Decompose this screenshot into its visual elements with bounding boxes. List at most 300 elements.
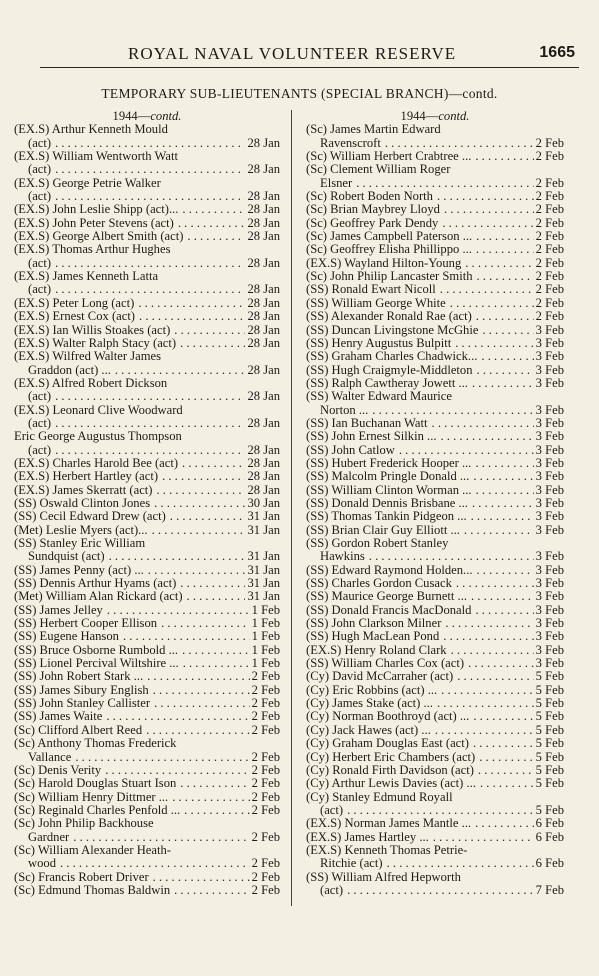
list-entry xyxy=(14,337,280,350)
entry-date: 2 Feb xyxy=(535,190,564,204)
list-entry xyxy=(14,684,280,697)
entry-date: 3 Feb xyxy=(535,470,564,484)
dot-leader xyxy=(452,577,534,590)
list-entry xyxy=(306,857,564,870)
entry-name: (Cy) Graham Douglas East (act) xyxy=(306,737,469,751)
dot-leader xyxy=(472,243,534,256)
dot-leader xyxy=(469,470,533,483)
dot-leader xyxy=(451,337,533,350)
dot-leader xyxy=(381,137,534,150)
dot-leader xyxy=(477,350,533,363)
list-entry xyxy=(306,644,564,657)
dot-leader xyxy=(167,377,278,390)
list-entry xyxy=(306,230,564,243)
entry-name: (SS) Donald Dennis Brisbane ... xyxy=(306,496,468,510)
list-entry xyxy=(14,791,280,804)
entry-date: 5 Feb xyxy=(535,777,564,791)
list-entry xyxy=(14,190,280,203)
entry-name: Hawkins xyxy=(320,550,365,564)
entry-date: 2 Feb xyxy=(251,697,280,711)
list-entry xyxy=(306,524,564,537)
entry-date: 5 Feb xyxy=(535,763,564,777)
dot-leader xyxy=(467,590,534,603)
list-entry xyxy=(14,644,280,657)
entry-name: (Sc) William Herbert Crabtree ... xyxy=(306,150,472,164)
list-entry xyxy=(14,230,280,243)
list-entry xyxy=(14,364,280,377)
dot-leader xyxy=(453,670,533,683)
entry-date: 31 Jan xyxy=(247,510,280,524)
entry-date: 3 Feb xyxy=(535,430,564,444)
entry-date: 28 Jan xyxy=(247,456,280,470)
entry-name: (Cy) Arthur Lewis Davies (act) ... xyxy=(306,777,476,791)
entry-name: (SS) James Sibury English xyxy=(14,683,149,697)
list-entry xyxy=(14,470,280,483)
entry-name: (act) xyxy=(28,190,52,204)
entry-date: 3 Feb xyxy=(535,363,564,377)
dot-leader xyxy=(174,217,246,230)
entry-date: 5 Feb xyxy=(535,683,564,697)
entry-name: (SS) Donald Francis MacDonald xyxy=(306,603,472,617)
list-entry xyxy=(14,751,280,764)
entry-name: (Sc) John Philip Backhouse xyxy=(14,817,154,831)
dot-leader xyxy=(150,497,245,510)
list-entry xyxy=(14,444,280,457)
entry-date: 1 Feb xyxy=(251,603,280,617)
dot-leader xyxy=(148,524,246,537)
entry-date: 3 Feb xyxy=(535,496,564,510)
entry-name: Vallance xyxy=(28,750,72,764)
list-entry xyxy=(14,137,280,150)
dot-leader xyxy=(51,444,245,457)
entry-name: (Cy) Stanley Edmund Royall xyxy=(306,790,453,804)
list-entry xyxy=(306,817,564,830)
entry-date: 3 Feb xyxy=(535,483,564,497)
entry-date xyxy=(562,791,564,804)
entry-name: (Sc) Francis Robert Driver xyxy=(14,870,149,884)
dot-leader xyxy=(438,217,533,230)
right-entry-list xyxy=(306,123,564,897)
list-entry xyxy=(306,577,564,590)
dot-leader xyxy=(452,390,562,403)
entry-name: (act) xyxy=(28,416,52,430)
entry-date: 3 Feb xyxy=(535,376,564,390)
list-entry xyxy=(306,710,564,723)
list-entry xyxy=(306,470,564,483)
entry-date: 3 Feb xyxy=(535,577,564,591)
entry-name: (SS) Lionel Percival Wiltshire ... xyxy=(14,657,179,671)
entry-date: 28 Jan xyxy=(247,323,280,337)
entry-name: (SS) Herbert Cooper Ellison xyxy=(14,617,158,631)
list-entry xyxy=(14,297,280,310)
dot-leader xyxy=(101,764,249,777)
entry-date: 2 Feb xyxy=(535,270,564,284)
list-entry xyxy=(306,844,564,857)
list-entry xyxy=(14,123,280,136)
entry-date xyxy=(562,123,564,136)
entry-date: 2 Feb xyxy=(535,310,564,324)
year-heading xyxy=(306,110,564,123)
entry-name: (SS) Hubert Frederick Hooper ... xyxy=(306,456,472,470)
entry-date: 31 Jan xyxy=(247,550,280,564)
list-entry xyxy=(14,777,280,790)
list-entry xyxy=(14,817,280,830)
entry-date: 3 Feb xyxy=(535,443,564,457)
entry-date: 3 Feb xyxy=(535,550,564,564)
list-entry xyxy=(306,457,564,470)
left-column xyxy=(14,110,280,897)
entry-name: (SS) Ronald Ewart Nicoll xyxy=(306,283,436,297)
list-entry xyxy=(306,390,564,403)
dot-leader xyxy=(143,670,250,683)
list-entry xyxy=(14,150,280,163)
dot-leader xyxy=(365,550,534,563)
dot-leader xyxy=(170,324,245,337)
entry-name: (EX.S) John Leslie Shipp (act)... xyxy=(14,203,179,217)
list-entry xyxy=(306,190,564,203)
dot-leader xyxy=(145,537,278,550)
dot-leader xyxy=(395,444,534,457)
list-entry xyxy=(306,337,564,350)
list-entry xyxy=(306,724,564,737)
dot-leader xyxy=(472,310,534,323)
list-entry xyxy=(306,537,564,550)
list-entry xyxy=(306,791,564,804)
entry-name: Elsner xyxy=(320,176,353,190)
list-entry xyxy=(306,350,564,363)
entry-name: (act) xyxy=(28,443,52,457)
entry-name: (SS) Walter Edward Maurice xyxy=(306,390,452,404)
entry-date xyxy=(278,123,280,136)
entry-name: (SS) Hugh Craigmyle-Middleton xyxy=(306,363,473,377)
entry-date: 1 Feb xyxy=(251,643,280,657)
entry-name: (EX.S) Arthur Kenneth Mould xyxy=(14,123,168,137)
list-entry xyxy=(306,444,564,457)
list-entry xyxy=(14,884,280,897)
entry-date: 31 Jan xyxy=(247,577,280,591)
list-entry xyxy=(14,270,280,283)
entry-date: 3 Feb xyxy=(535,456,564,470)
dot-leader xyxy=(168,123,278,136)
entry-name: Ravenscroft xyxy=(320,136,381,150)
entry-date: 3 Feb xyxy=(535,323,564,337)
entry-name: (SS) James Penny (act) ... xyxy=(14,563,144,577)
dot-leader xyxy=(343,804,534,817)
entry-date: 7 Feb xyxy=(535,883,564,897)
dot-leader xyxy=(182,430,278,443)
entry-name: (EX.S) James Hartley ... xyxy=(306,830,429,844)
dot-leader xyxy=(473,564,534,577)
list-entry xyxy=(14,350,280,363)
entry-date xyxy=(278,404,280,417)
entry-date: 5 Feb xyxy=(535,803,564,817)
entry-date: 28 Jan xyxy=(247,390,280,404)
entry-date: 2 Feb xyxy=(535,230,564,244)
list-entry xyxy=(306,484,564,497)
list-entry xyxy=(306,270,564,283)
list-entry xyxy=(14,243,280,256)
entry-date xyxy=(278,270,280,283)
entry-name: (SS) Charles Gordon Cusack xyxy=(306,577,452,591)
dot-leader xyxy=(166,510,246,523)
entry-name: (SS) Eugene Hanson xyxy=(14,630,119,644)
entry-name: Eric George Augustus Thompson xyxy=(14,430,182,444)
list-entry xyxy=(306,310,564,323)
list-entry xyxy=(306,430,564,443)
dot-leader xyxy=(352,177,533,190)
entry-name: (act) xyxy=(28,136,52,150)
entry-name: (Cy) Herbert Eric Chambers (act) xyxy=(306,750,476,764)
page-number: 1665 xyxy=(539,44,575,61)
entry-date xyxy=(278,537,280,550)
dot-leader xyxy=(171,844,278,857)
entry-name: (SS) James Jelley xyxy=(14,603,103,617)
list-entry xyxy=(14,217,280,230)
entry-date xyxy=(562,537,564,550)
dot-leader xyxy=(448,537,562,550)
entry-date: 3 Feb xyxy=(535,416,564,430)
entry-name: (EX.S) Ian Willis Stoakes (act) xyxy=(14,323,171,337)
dot-leader xyxy=(441,617,533,630)
list-entry xyxy=(14,430,280,443)
dot-leader xyxy=(468,497,534,510)
list-entry xyxy=(14,857,280,870)
entry-name: (EX.S) Ernest Cox (act) xyxy=(14,310,136,324)
list-entry xyxy=(306,590,564,603)
list-entry xyxy=(306,697,564,710)
entry-name: wood xyxy=(28,857,56,871)
dot-leader xyxy=(460,524,534,537)
dot-leader xyxy=(105,550,246,563)
list-entry xyxy=(14,163,280,176)
dot-leader xyxy=(178,457,245,470)
entry-name: (SS) William Clinton Worman ... xyxy=(306,483,472,497)
dot-leader xyxy=(179,657,250,670)
entry-date: 28 Jan xyxy=(247,443,280,457)
dot-leader xyxy=(51,390,245,403)
dot-leader xyxy=(161,177,278,190)
entry-date: 5 Feb xyxy=(535,670,564,684)
entry-name: (EX.S) Leonard Clive Woodward xyxy=(14,403,183,417)
dot-leader xyxy=(51,417,245,430)
dot-leader xyxy=(461,257,533,270)
entry-name: (Cy) Ronald Firth Davidson (act) xyxy=(306,763,474,777)
list-entry xyxy=(14,737,280,750)
entry-name: (Cy) Jack Hawes (act) ... xyxy=(306,723,431,737)
entry-date: 2 Feb xyxy=(251,857,280,871)
entry-date: 28 Jan xyxy=(247,416,280,430)
dot-leader xyxy=(471,150,533,163)
list-entry xyxy=(14,310,280,323)
dot-leader xyxy=(446,297,534,310)
entry-date: 2 Feb xyxy=(251,830,280,844)
entry-date: 3 Feb xyxy=(535,590,564,604)
entry-name: (SS) John Stanley Callister xyxy=(14,697,151,711)
dot-leader xyxy=(475,751,533,764)
year-label: 1944— xyxy=(112,109,151,123)
dot-leader xyxy=(468,377,534,390)
entry-name: (Cy) Eric Robbins (act) ... xyxy=(306,683,438,697)
entry-date: 5 Feb xyxy=(535,723,564,737)
entry-date xyxy=(562,390,564,403)
entry-name: (SS) John Catlow xyxy=(306,443,395,457)
dot-leader xyxy=(176,737,278,750)
entry-name: (SS) Graham Charles Chadwick... xyxy=(306,350,478,364)
entry-date: 2 Feb xyxy=(251,683,280,697)
list-entry xyxy=(14,283,280,296)
entry-name: (SS) John Robert Stark ... xyxy=(14,670,144,684)
entry-date xyxy=(278,377,280,390)
dot-leader xyxy=(474,764,534,777)
list-entry xyxy=(306,283,564,296)
dot-leader xyxy=(157,617,250,630)
entry-date: 3 Feb xyxy=(535,603,564,617)
dot-leader xyxy=(135,310,245,323)
entry-name: (SS) Stanley Eric William xyxy=(14,537,146,550)
entry-name: Ritchie (act) xyxy=(320,857,383,871)
dot-leader xyxy=(461,871,562,884)
entry-name: (SS) Alexander Ronald Rae (act) xyxy=(306,310,472,324)
entry-name: (act) xyxy=(28,283,52,297)
entry-date: 28 Jan xyxy=(247,336,280,350)
entry-date: 5 Feb xyxy=(535,697,564,711)
entry-date xyxy=(278,737,280,750)
entry-name: (EX.S) James Skerratt (act) xyxy=(14,483,153,497)
dot-leader xyxy=(467,844,562,857)
entry-date: 2 Feb xyxy=(535,256,564,270)
list-entry xyxy=(14,324,280,337)
entry-name: (EX.S) George Albert Smith (act) xyxy=(14,230,184,244)
list-entry xyxy=(306,497,564,510)
dot-leader xyxy=(368,404,533,417)
dot-leader xyxy=(119,630,250,643)
entry-name: (EX.S) Kenneth Thomas Petrie- xyxy=(306,843,468,857)
dot-leader xyxy=(176,777,249,790)
entry-name: (SS) Hugh MacLean Pond xyxy=(306,630,440,644)
list-entry xyxy=(306,364,564,377)
entry-name: Gardner xyxy=(28,830,70,844)
entry-name: (EX.S) Wayland Hilton-Young xyxy=(306,256,462,270)
list-entry xyxy=(306,137,564,150)
entry-date: 31 Jan xyxy=(247,563,280,577)
list-entry xyxy=(14,537,280,550)
entry-name: (act) xyxy=(28,163,52,177)
entry-date: 3 Feb xyxy=(535,523,564,537)
list-entry xyxy=(306,404,564,417)
entry-name: (Cy) Norman Boothroyd (act) ... xyxy=(306,710,470,724)
dot-leader xyxy=(471,817,534,830)
dot-leader xyxy=(183,404,278,417)
dot-leader xyxy=(51,190,245,203)
entry-name: (SS) John Ernest Silkin ... xyxy=(306,430,437,444)
list-entry xyxy=(306,217,564,230)
entry-date: 3 Feb xyxy=(535,617,564,631)
entry-name: (act) xyxy=(320,803,344,817)
dot-leader xyxy=(436,283,534,296)
dot-leader xyxy=(467,510,534,523)
dot-leader xyxy=(439,630,533,643)
year-contd: contd. xyxy=(438,109,470,123)
dot-leader xyxy=(183,230,245,243)
year-contd: contd. xyxy=(150,109,182,123)
list-entry xyxy=(306,150,564,163)
header-rule xyxy=(40,67,579,68)
entry-date: 3 Feb xyxy=(535,657,564,671)
entry-date: 2 Feb xyxy=(535,243,564,257)
dot-leader xyxy=(149,871,250,884)
dot-leader xyxy=(437,430,534,443)
list-entry xyxy=(306,751,564,764)
list-entry xyxy=(14,564,280,577)
year-label: 1944— xyxy=(400,109,439,123)
entry-name: (EX.S) Thomas Arthur Hughes xyxy=(14,243,171,257)
entry-date: 28 Jan xyxy=(247,203,280,217)
list-entry xyxy=(306,777,564,790)
entry-date: 28 Jan xyxy=(247,256,280,270)
column-divider xyxy=(291,110,292,906)
list-entry xyxy=(14,804,280,817)
entry-date: 28 Jan xyxy=(247,470,280,484)
list-entry xyxy=(306,550,564,563)
entry-date xyxy=(562,844,564,857)
list-entry xyxy=(14,484,280,497)
entry-name: (SS) William Alfred Hepworth xyxy=(306,870,461,884)
entry-name: (Sc) Geoffrey Park Dendy xyxy=(306,216,439,230)
dot-leader xyxy=(103,604,250,617)
entry-name: (act) xyxy=(28,256,52,270)
dot-leader xyxy=(450,163,562,176)
entry-date: 6 Feb xyxy=(535,830,564,844)
dot-leader xyxy=(142,724,250,737)
entry-name: (Sc) James Campbell Paterson ... xyxy=(306,230,473,244)
list-entry xyxy=(14,257,280,270)
entry-name: (Cy) James Stake (act) ... xyxy=(306,697,433,711)
entry-name: (Sc) William Henry Dittmer ... xyxy=(14,790,169,804)
entry-date xyxy=(278,430,280,443)
dot-leader xyxy=(433,190,534,203)
dot-leader xyxy=(471,457,533,470)
list-entry xyxy=(14,590,280,603)
entry-date xyxy=(278,817,280,830)
entry-name: (Sc) Brian Maybrey Lloyd xyxy=(306,203,440,217)
entry-date: 28 Jan xyxy=(247,190,280,204)
entry-date: 2 Feb xyxy=(251,803,280,817)
dot-leader xyxy=(176,337,245,350)
dot-leader xyxy=(180,804,250,817)
entry-name: (SS) Maurice George Burnett ... xyxy=(306,590,468,604)
list-entry xyxy=(14,390,280,403)
dot-leader xyxy=(170,243,278,256)
dot-leader xyxy=(51,283,245,296)
entry-date: 28 Jan xyxy=(247,136,280,150)
dot-leader xyxy=(469,737,534,750)
list-entry xyxy=(306,737,564,750)
entry-name: (Sc) Clifford Albert Reed xyxy=(14,723,143,737)
year-heading xyxy=(14,110,280,123)
list-entry xyxy=(14,524,280,537)
list-entry xyxy=(14,697,280,710)
dot-leader xyxy=(476,777,534,790)
entry-date: 2 Feb xyxy=(535,296,564,310)
dot-leader xyxy=(102,710,249,723)
list-entry xyxy=(306,617,564,630)
entry-name: (SS) Duncan Livingstone McGhie xyxy=(306,323,479,337)
list-entry xyxy=(306,163,564,176)
list-entry xyxy=(14,577,280,590)
left-entry-list xyxy=(14,123,280,897)
dot-leader xyxy=(178,150,278,163)
entry-name: (EX.S) Wilfred Walter James xyxy=(14,350,161,364)
